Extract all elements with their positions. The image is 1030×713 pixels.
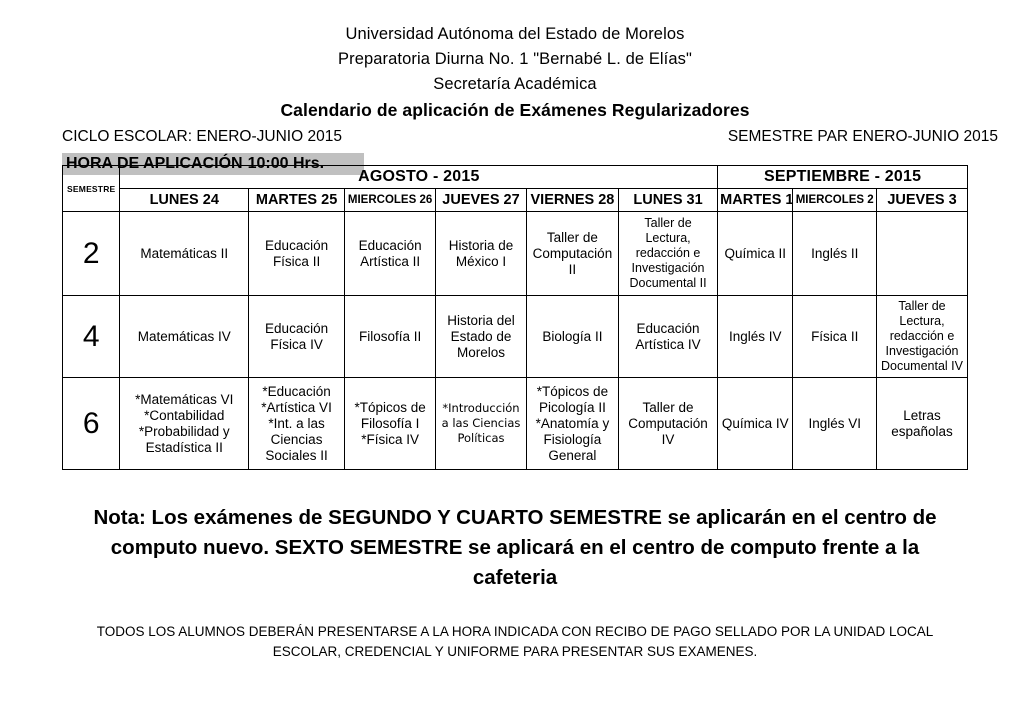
application-time-value: 10:00 Hrs. — [247, 155, 325, 172]
header-day-martes-1: MARTES 1 — [718, 189, 793, 212]
exam-cell: *Introducción a las Ciencias Políticas — [436, 378, 527, 470]
exam-cell: Inglés VI — [793, 378, 877, 470]
exam-cell: Química IV — [718, 378, 793, 470]
department-name: Secretaría Académica — [433, 75, 597, 93]
exam-cell: Taller de Lectura, redacción e Investigación Documental IV — [877, 296, 968, 378]
application-time-label: HORA DE APLICACIÓN — [66, 155, 243, 172]
header-day-jueves-27: JUEVES 27 — [436, 189, 527, 212]
exam-cell: Historia de México I — [436, 212, 527, 296]
document-title: Calendario de aplicación de Exámenes Regularizadores — [280, 100, 750, 120]
note-text: Nota: Los exámenes de SEGUNDO Y CUARTO SEMESTRE se aplicarán en el centro de computo nuevo. SEXTO SEMESTRE se aplicará en el centro de computo frente a la cafeteria — [93, 506, 937, 589]
exam-cell: Matemáticas II — [120, 212, 249, 296]
exam-cell: Matemáticas IV — [120, 296, 249, 378]
exam-cell: *Matemáticas VI *Contabilidad *Probabilidad y Estadística II — [120, 378, 249, 470]
exam-schedule-table-wrapper — [62, 165, 968, 470]
header-day-viernes-28: VIERNES 28 — [526, 189, 618, 212]
school-name: Preparatoria Diurna No. 1 "Bernabé L. de Elías" — [338, 50, 692, 68]
exam-cell: Educación Artística II — [345, 212, 436, 296]
exam-cell: Educación Física IV — [249, 296, 345, 378]
exam-cell: *Tópicos de Filosofía I *Física IV — [345, 378, 436, 470]
exam-cell: Filosofía II — [345, 296, 436, 378]
header-semestre: SEMESTRE — [63, 166, 120, 212]
header-day-jueves-3: JUEVES 3 — [877, 189, 968, 212]
header-day-lunes-31: LUNES 31 — [618, 189, 717, 212]
exam-cell: Inglés II — [793, 212, 877, 296]
semester-number-4: 4 — [63, 296, 120, 378]
school-cycle-label: CICLO ESCOLAR: ENERO-JUNIO 2015 — [62, 128, 342, 145]
cycle-info-row — [0, 128, 1030, 150]
document-header — [0, 0, 1030, 124]
exam-cell: Taller de Computación II — [526, 212, 618, 296]
exam-schedule-table — [62, 165, 968, 470]
exam-cell: *Educación *Artística VI *Int. a las Ciencias Sociales II — [249, 378, 345, 470]
exam-cell: Historia del Estado de Morelos — [436, 296, 527, 378]
header-month-agosto: AGOSTO - 2015 — [120, 166, 718, 189]
table-row — [63, 296, 968, 378]
exam-cell-empty — [877, 212, 968, 296]
exam-cell: Letras españolas — [877, 378, 968, 470]
exam-cell: Educación Física II — [249, 212, 345, 296]
header-month-septiembre: SEPTIEMBRE - 2015 — [718, 166, 968, 189]
university-name: Universidad Autónoma del Estado de Morelos — [345, 25, 685, 43]
exam-cell: *Tópicos de Picología II *Anatomía y Fisiología General — [526, 378, 618, 470]
header-day-miercoles-26: MIERCOLES 26 — [345, 189, 436, 212]
exam-cell: Biología II — [526, 296, 618, 378]
exam-cell: Educación Artística IV — [618, 296, 717, 378]
table-day-header-row — [63, 189, 968, 212]
exam-cell: Química II — [718, 212, 793, 296]
header-day-miercoles-2: MIERCOLES 2 — [793, 189, 877, 212]
exam-cell: Taller de Lectura, redacción e Investigación Documental II — [618, 212, 717, 296]
table-row — [63, 212, 968, 296]
semester-number-2: 2 — [63, 212, 120, 296]
exam-cell: Inglés IV — [718, 296, 793, 378]
header-day-martes-25: MARTES 25 — [249, 189, 345, 212]
exam-cell: Taller de Computación IV — [618, 378, 717, 470]
semester-number-6: 6 — [63, 378, 120, 470]
exam-cell: Física II — [793, 296, 877, 378]
table-month-header-row — [63, 166, 968, 189]
header-day-lunes-24: LUNES 24 — [120, 189, 249, 212]
table-row — [63, 378, 968, 470]
semester-label: SEMESTRE PAR ENERO-JUNIO 2015 — [727, 128, 998, 145]
footer-text: TODOS LOS ALUMNOS DEBERÁN PRESENTARSE A LA HORA INDICADA CON RECIBO DE PAGO SELLADO POR LA UNIDAD LOCAL ESCOLAR, CREDENCIAL Y UNIFORME PARA PRESENTAR SUS EXAMENES. — [96, 624, 934, 659]
